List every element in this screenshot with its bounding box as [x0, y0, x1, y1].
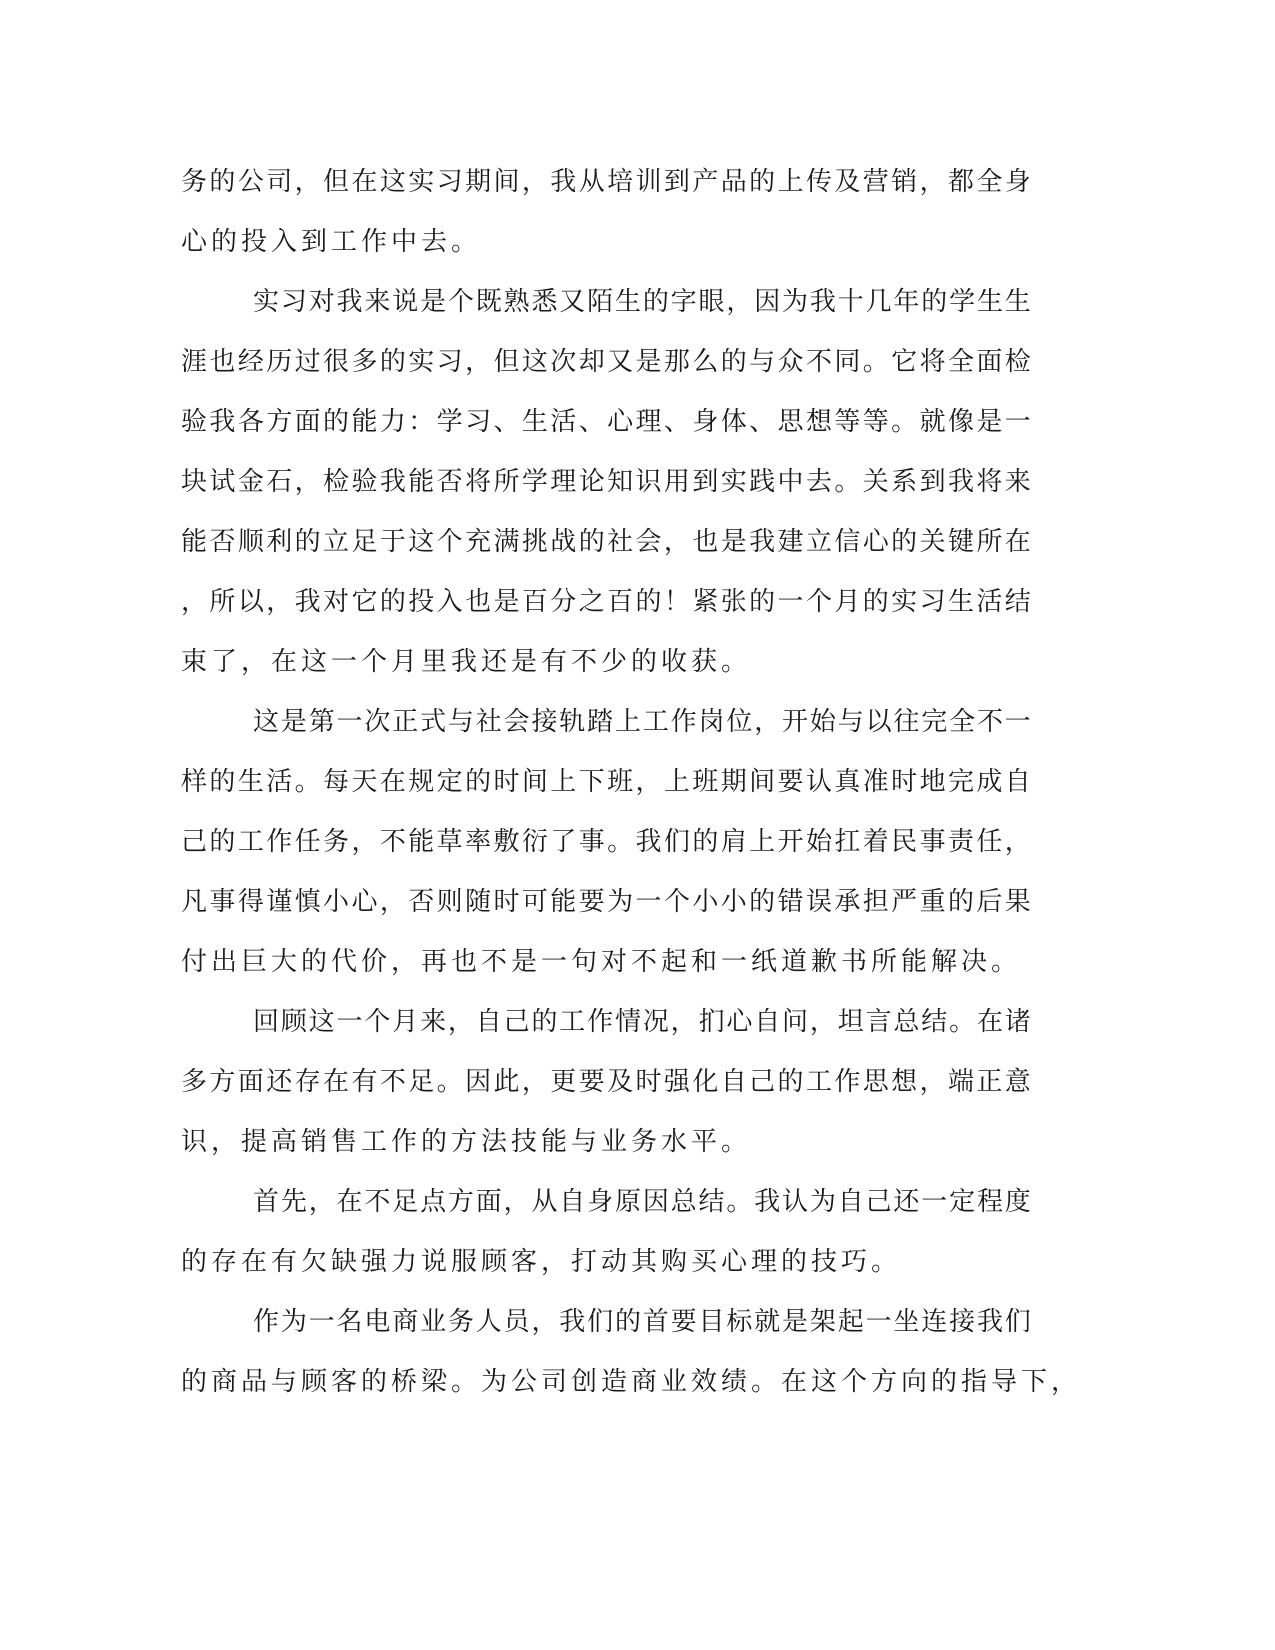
paragraph [181, 992, 1031, 1172]
text-line: 回 顾 这 一 个 月 来 ， 自 己 的 工 作 情 况 ， 扪 心 自 问 ， 坦 言 总 结 。 在 诸 [253, 1007, 1031, 1037]
text-line: 实 习 对 我 来 说 是 个 既 熟 悉 又 陌 生 的 字 眼 ， 因 为 我 十 几 年 的 学 生 生 [253, 287, 1031, 317]
text-line: 这 是 第 一 次 正 式 与 社 会 接 轨 踏 上 工 作 岗 位 ， 开 始 与 以 往 完 全 不 一 [253, 707, 1031, 737]
text-line: 务 的 公 司 ， 但 在 这 实 习 期 间 ， 我 从 培 训 到 产 品 的 上 传 及 营 销 ， 都 全 身 [181, 167, 1031, 197]
paragraph [181, 1172, 1031, 1292]
text-line: 付出巨大的代价，再也不是一句对不起和一纸道歉书所能解决。 [181, 947, 1022, 977]
text-line: ， 所 以 ， 我 对 它 的 投 入 也 是 百 分 之 百 的 ！ 紧 张 的 一 个 月 的 实 习 生 活 结 [181, 587, 1031, 617]
text-line: 识，提高销售工作的方法技能与业务水平。 [181, 1127, 752, 1157]
text-line: 己 的 工 作 任 务 ， 不 能 草 率 敷 衍 了 事 。 我 们 的 肩 上 开 始 扛 着 民 事 责 任 ， [181, 827, 1031, 857]
text-line: 作 为 一 名 电 商 业 务 人 员 ， 我 们 的 首 要 目 标 就 是 架 起 一 坐 连 接 我 们 [253, 1307, 1031, 1337]
text-line: 首 先 ， 在 不 足 点 方 面 ， 从 自 身 原 因 总 结 。 我 认 为 自 己 还 一 定 程 度 [253, 1187, 1031, 1217]
text-line: 验 我 各 方 面 的 能 力 ： 学 习 、 生 活 、 心 理 、 身 体 、 思 想 等 等 。 就 像 是 一 [181, 407, 1031, 437]
text-line: 的商品与顾客的桥梁。为公司创造商业效绩。在这个方向的指导下， [181, 1367, 1082, 1397]
paragraph [181, 692, 1031, 992]
text-line: 心的投入到工作中去。 [181, 227, 482, 257]
document-body [181, 152, 1082, 1412]
text-line: 块 试 金 石 ， 检 验 我 能 否 将 所 学 理 论 知 识 用 到 实 践 中 去 。 关 系 到 我 将 来 [181, 467, 1031, 497]
paragraph [181, 152, 1031, 272]
text-line: 多 方 面 还 存 在 有 不 足 。 因 此 ， 更 要 及 时 强 化 自 己 的 工 作 思 想 ， 端 正 意 [181, 1067, 1031, 1097]
text-line: 的存在有欠缺强力说服顾客，打动其购买心理的技巧。 [181, 1247, 902, 1277]
paragraph [181, 1292, 1082, 1412]
text-line: 凡 事 得 谨 慎 小 心 ， 否 则 随 时 可 能 要 为 一 个 小 小 的 错 误 承 担 严 重 的 后 果 [181, 887, 1031, 917]
text-line: 能 否 顺 利 的 立 足 于 这 个 充 满 挑 战 的 社 会 ， 也 是 我 建 立 信 心 的 关 键 所 在 [181, 527, 1031, 557]
text-line: 束了，在这一个月里我还是有不少的收获。 [181, 647, 752, 677]
text-line: 样 的 生 活 。 每 天 在 规 定 的 时 间 上 下 班 ， 上 班 期 间 要 认 真 准 时 地 完 成 自 [181, 767, 1031, 797]
text-line: 涯 也 经 历 过 很 多 的 实 习 ， 但 这 次 却 又 是 那 么 的 与 众 不 同 。 它 将 全 面 检 [181, 347, 1031, 377]
paragraph [181, 272, 1031, 692]
